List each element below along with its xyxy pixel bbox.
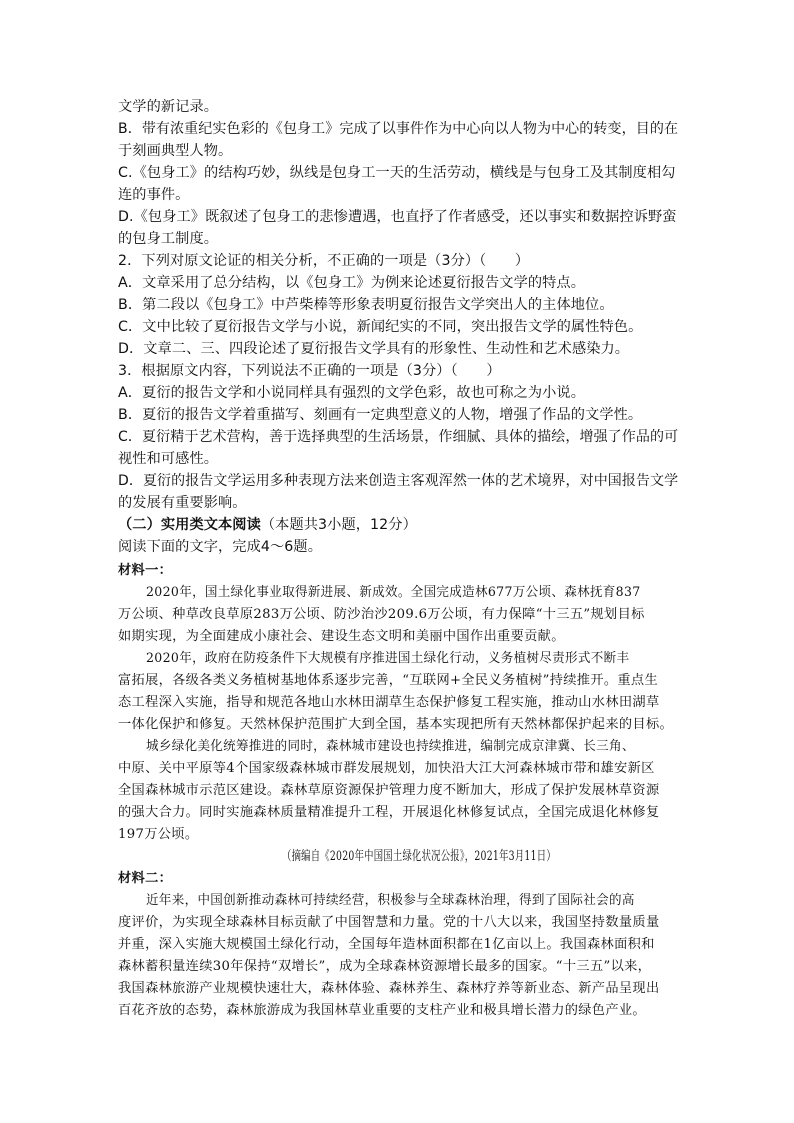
q3-option-c: C．夏衍精于艺术营构，善于选择典型的生活场景，作细腻、具体的描绘，增强了作品的可 [118,429,679,445]
q2-option-c: C．文中比较了夏衍报告文学与小说，新闻纪实的不同，突出报告文学的属性特色。 [118,319,643,335]
paragraph-line: 并重，深入实施大规模国土绿化行动，全国每年造林面积都在1亿亩以上。我国森林面积和 [118,937,655,952]
q2-option-b: B．第二段以《包身工》中芦柴棒等形象表明夏衍报告文学突出人的主体地位。 [118,297,614,313]
option-c-line: C.《包身工》的结构巧妙，纵线是包身工一天的生活劳动，横线是与包身工及其制度相勾 [118,165,676,181]
q3-option-d: D．夏衍的报告文学运用多种表现方法来创造主客观浑然一体的艺术境界，对中国报告文学 [118,473,679,489]
paragraph-line: 如期实现，为全面建成小康社会、建设生态文明和美丽中国作出重要贡献。 [118,629,565,644]
text-line: 的发展有重要影响。 [118,495,247,511]
text-line: 连的事件。 [118,187,190,203]
paragraph-line: 的强大合力。同时实施森林质量精准提升工程，开展退化林修复试点，全国完成退化林修复 [118,805,660,820]
source-citation: （摘编自《2020年中国国土绿化状况公报》，2021年3月11日） [282,849,556,864]
paragraph-line: 全国森林城市示范区建设。森林草原资源保护管理力度不断加大，形成了保护发展林草资源 [118,783,660,798]
paragraph-line: 中原、关中平原等4个国家级森林城市群发展规划，加快沿大江大河森林城市带和雄安新区 [118,761,655,776]
section-heading-bold: （二）实用类文本阅读 [118,517,261,533]
q3-option-a: A．夏衍的报告文学和小说同样具有强烈的文学色彩，故也可称之为小说。 [118,385,586,401]
text-line: 视性和可感性。 [118,451,219,467]
text-line: 的包身工制度。 [118,231,219,247]
q2-option-a: A．文章采用了总分结构，以《包身工》为例来论述夏衍报告文学的特点。 [118,275,586,291]
text-line: 文学的新记录。 [118,99,219,115]
paragraph-line: 态工程深入实施，指导和规范各地山水林田湖草生态保护修复工程实施，推动山水林田湖草 [118,695,660,710]
section-heading [118,514,678,534]
text-line: 于刻画典型人物。 [118,143,233,159]
paragraph-line: 度评价，为实现全球森林目标贡献了中国智慧和力量。党的十八大以来，我国坚持数量质量 [118,915,660,930]
paragraph-line: 2020年，政府在防疫条件下大规模有序推进国土绿化行动，义务植树尽责形式不断丰 [146,651,630,666]
paragraph-line: 万公顷、种草改良草原283万公顷、防沙治沙209.6万公顷，有力保障“十三五”规划目标 [118,607,645,622]
material-1-heading: 材料一： [118,563,173,578]
paragraph-line: 一体化保护和修复。天然林保护范围扩大到全国，基本实现把所有天然林都保护起来的目标。 [118,717,674,732]
paragraph-line: 城乡绿化美化统筹推进的同时，森林城市建设也持续推进，编制完成京津冀、长三角、 [146,739,635,754]
paragraph-line: 2020年，国土绿化事业取得新进展、新成效。全国完成造林677万公顷、森林抚育837 [146,585,641,600]
reading-instruction: 阅读下面的文字，完成4～6题。 [118,539,322,555]
paragraph-line: 富拓展，各级各类义务植树基地体系逐步完善，“互联网+全民义务植树”持续推开。重点生 [118,673,659,688]
paragraph-line: 近年来，中国创新推动森林可持续经营，积极参与全球森林治理，得到了国际社会的高 [146,893,635,908]
question-2: 2．下列对原文论证的相关分析，不正确的一项是（3分）（ ） [118,253,530,269]
q2-option-d: D．文章二、三、四段论述了夏衍报告文学具有的形象性、生动性和艺术感染力。 [118,341,630,357]
section-heading-note: （本题共3小题，12分） [260,517,417,533]
paragraph-line: 森林蓄积量连续30年保持“双增长”，成为全球森林资源增长最多的国家。“十三五”以来， [118,959,652,974]
paragraph-line: 197万公顷。 [118,827,199,842]
paragraph-line: 我国森林旅游产业规模快速壮大，森林体验、森林养生、森林疗养等新业态、新产品呈现出 [118,981,660,996]
option-d-line: D.《包身工》既叙述了包身工的悲惨遭遇，也直抒了作者感受，还以事实和数据控诉野蛮 [118,209,677,225]
paragraph-line: 百花齐放的态势，森林旅游成为我国林草业重要的支柱产业和极具增长潜力的绿色产业。 [118,1003,646,1018]
option-b-line: B．带有浓重纪实色彩的《包身工》完成了以事件作为中心向以人物为中心的转变，目的在 [118,121,679,137]
q3-option-b: B．夏衍的报告文学着重描写、刻画有一定典型意义的人物，增强了作品的文学性。 [118,407,643,423]
question-3: 3．根据原文内容，下列说法不正确的一项是（3分）（ ） [118,363,501,379]
material-2-heading: 材料二： [118,871,173,886]
